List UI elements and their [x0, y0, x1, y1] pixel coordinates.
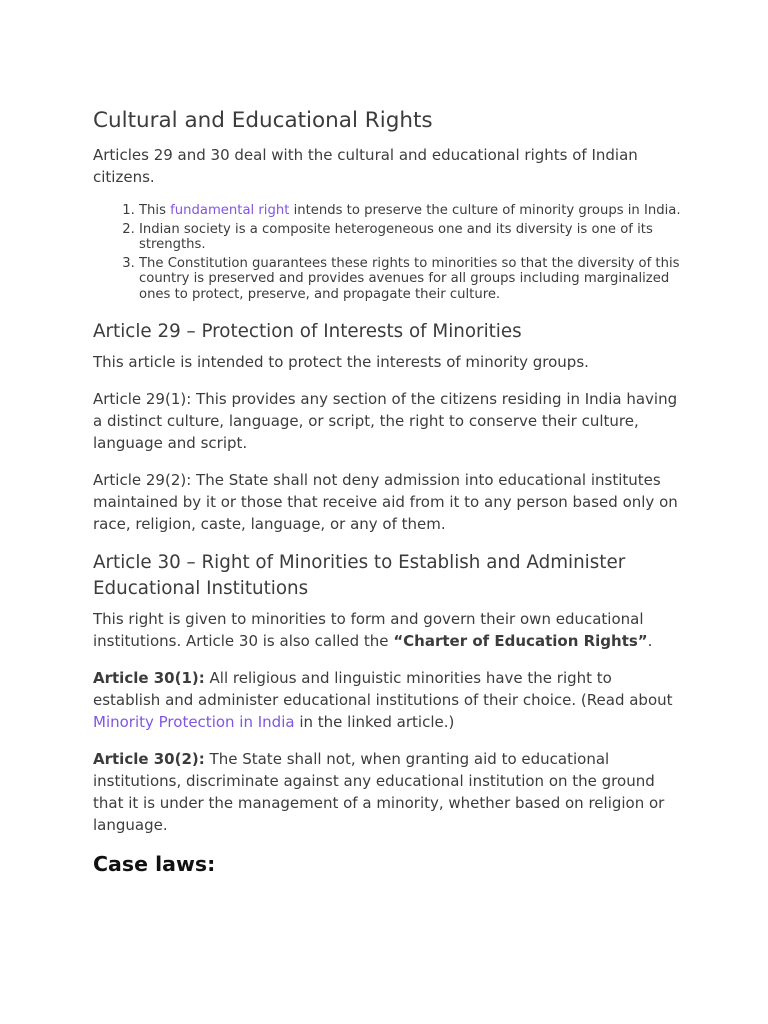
list-item	[139, 203, 683, 219]
article-30-2-text: The State shall not, when granting aid to educational institutions, discriminate against any educational institution on the ground that it is under the management of a minority, whether based on religion or language.	[93, 750, 665, 834]
list-item-text: intends to preserve the culture of minority groups in India.	[289, 203, 681, 218]
article-30-text: This right is given to minorities to form and govern their own educational institutions. Article 30 is also called the	[93, 610, 644, 650]
article-30-2-paragraph	[93, 748, 683, 836]
charter-of-education-rights: “Charter of Education Rights”	[393, 632, 648, 650]
article-29-2-paragraph: Article 29(2): The State shall not deny admission into educational institutes maintained by it or those that receive aid from it to any person based only on race, religion, caste, language, or any of them.	[93, 471, 678, 533]
list-item-text: This	[139, 203, 171, 218]
fundamental-right-link[interactable]: fundamental right	[170, 203, 290, 218]
article-30-heading: Article 30 – Right of Minorities to Establish and Administer Educational Institutions	[93, 552, 626, 599]
article-30-1-label: Article 30(1):	[93, 669, 205, 687]
article-30-paragraph	[93, 608, 683, 652]
rights-points-list	[93, 203, 683, 302]
list-item-text: Indian society is a composite heterogeneous one and its diversity is one of its strengths.	[139, 221, 653, 252]
minority-protection-link[interactable]: Minority Protection in India	[93, 713, 295, 731]
intro-paragraph: Articles 29 and 30 deal with the cultural and educational rights of Indian citizens.	[93, 146, 638, 186]
page-title: Cultural and Educational Rights	[93, 108, 433, 133]
case-laws-heading: Case laws:	[93, 852, 216, 876]
article-30-1-text-end: in the linked article.)	[294, 713, 455, 731]
article-30-2-label: Article 30(2):	[93, 750, 205, 768]
article-29-heading: Article 29 – Protection of Interests of Minorities	[93, 321, 522, 342]
article-29-paragraph: This article is intended to protect the interests of minority groups.	[93, 353, 589, 371]
list-item	[139, 256, 683, 303]
article-30-text-end: .	[647, 632, 653, 650]
list-item	[139, 222, 683, 253]
article-30-1-text: All religious and linguistic minorities have the right to establish and administer educational institutions of their choice. (Read about	[93, 669, 673, 709]
list-item-text: The Constitution guarantees these rights to minorities so that the diversity of this country is preserved and provides avenues for all groups including marginalized ones to protect, preserve, and propagate their culture.	[139, 255, 680, 302]
article-29-1-paragraph: Article 29(1): This provides any section of the citizens residing in India having a distinct culture, language, or script, the right to conserve their culture, language and script.	[93, 390, 678, 452]
article-30-1-paragraph	[93, 667, 683, 733]
article-content	[93, 104, 683, 877]
